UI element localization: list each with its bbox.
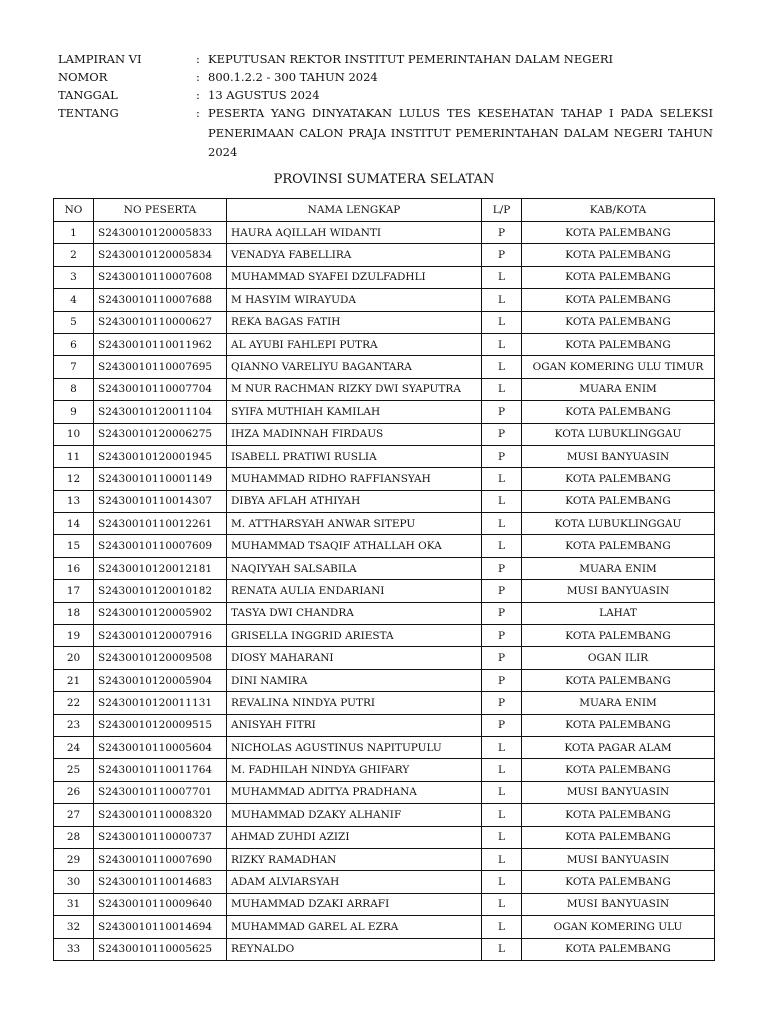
nomor-value: 800.1.2.2 - 300 TAHUN 2024 xyxy=(208,70,378,84)
cell-kab-kota: KOTA PALEMBANG xyxy=(522,490,715,512)
cell-no-peserta: S2430010120011131 xyxy=(94,692,227,714)
table-row xyxy=(54,669,715,691)
table-row xyxy=(54,289,715,311)
table-row xyxy=(54,222,715,244)
cell-nama: ISABELL PRATIWI RUSLIA xyxy=(227,445,482,467)
cell-nama: AHMAD ZUHDI AZIZI xyxy=(227,826,482,848)
cell-lp: P xyxy=(482,580,522,602)
cell-kab-kota: KOTA PAGAR ALAM xyxy=(522,736,715,758)
table-row xyxy=(54,848,715,870)
colon: : xyxy=(196,88,200,102)
cell-lp: P xyxy=(482,692,522,714)
cell-no: 21 xyxy=(54,669,94,691)
table-row xyxy=(54,625,715,647)
cell-nama: AL AYUBI FAHLEPI PUTRA xyxy=(227,333,482,355)
column-header-nama: NAMA LENGKAP xyxy=(227,199,482,222)
cell-no-peserta: S2430010110007690 xyxy=(94,848,227,870)
cell-lp: L xyxy=(482,513,522,535)
cell-kab-kota: KOTA PALEMBANG xyxy=(522,266,715,288)
cell-lp: L xyxy=(482,848,522,870)
column-header-no: NO xyxy=(54,199,94,222)
table-row xyxy=(54,826,715,848)
table-row xyxy=(54,714,715,736)
cell-no-peserta: S2430010110007695 xyxy=(94,356,227,378)
cell-kab-kota: MUSI BANYUASIN xyxy=(522,893,715,915)
header-row-nomor xyxy=(58,68,713,86)
cell-no-peserta: S2430010120010182 xyxy=(94,580,227,602)
header-row-tanggal xyxy=(58,86,713,104)
table-row xyxy=(54,311,715,333)
table-row xyxy=(54,378,715,400)
cell-no-peserta: S2430010110007609 xyxy=(94,535,227,557)
column-header-lp: L/P xyxy=(482,199,522,222)
cell-kab-kota: KOTA PALEMBANG xyxy=(522,222,715,244)
cell-no: 14 xyxy=(54,513,94,535)
cell-no: 6 xyxy=(54,333,94,355)
cell-no-peserta: S2430010110007688 xyxy=(94,289,227,311)
cell-no-peserta: S2430010110014683 xyxy=(94,871,227,893)
table-row xyxy=(54,781,715,803)
cell-lp: L xyxy=(482,535,522,557)
table-row xyxy=(54,938,715,960)
cell-lp: L xyxy=(482,333,522,355)
cell-no: 30 xyxy=(54,871,94,893)
cell-lp: L xyxy=(482,311,522,333)
cell-kab-kota: KOTA PALEMBANG xyxy=(522,714,715,736)
cell-no: 25 xyxy=(54,759,94,781)
cell-lp: L xyxy=(482,289,522,311)
cell-nama: M. FADHILAH NINDYA GHIFARY xyxy=(227,759,482,781)
cell-lp: P xyxy=(482,423,522,445)
cell-lp: L xyxy=(482,804,522,826)
cell-no: 29 xyxy=(54,848,94,870)
cell-no: 31 xyxy=(54,893,94,915)
cell-nama: REYNALDO xyxy=(227,938,482,960)
cell-lp: P xyxy=(482,625,522,647)
cell-no: 16 xyxy=(54,557,94,579)
cell-kab-kota: KOTA PALEMBANG xyxy=(522,311,715,333)
cell-no: 3 xyxy=(54,266,94,288)
cell-kab-kota: KOTA PALEMBANG xyxy=(522,826,715,848)
cell-nama: HAURA AQILLAH WIDANTI xyxy=(227,222,482,244)
nomor-label: NOMOR xyxy=(58,70,108,84)
cell-nama: ANISYAH FITRI xyxy=(227,714,482,736)
table-row xyxy=(54,557,715,579)
table-row xyxy=(54,401,715,423)
cell-nama: M NUR RACHMAN RIZKY DWI SYAPUTRA xyxy=(227,378,482,400)
cell-no-peserta: S2430010110007701 xyxy=(94,781,227,803)
cell-nama: QIANNO VARELIYU BAGANTARA xyxy=(227,356,482,378)
table-row xyxy=(54,356,715,378)
cell-kab-kota: KOTA PALEMBANG xyxy=(522,401,715,423)
table-row xyxy=(54,513,715,535)
cell-no-peserta: S2430010110008320 xyxy=(94,804,227,826)
cell-no: 15 xyxy=(54,535,94,557)
cell-kab-kota: KOTA PALEMBANG xyxy=(522,938,715,960)
cell-lp: P xyxy=(482,557,522,579)
cell-no: 20 xyxy=(54,647,94,669)
tanggal-value: 13 AGUSTUS 2024 xyxy=(208,88,320,102)
table-header-row xyxy=(54,199,715,222)
table-row xyxy=(54,535,715,557)
document-header xyxy=(58,50,713,163)
cell-no: 19 xyxy=(54,625,94,647)
table-row xyxy=(54,580,715,602)
cell-no: 12 xyxy=(54,468,94,490)
cell-no: 27 xyxy=(54,804,94,826)
cell-no-peserta: S2430010110014307 xyxy=(94,490,227,512)
cell-no-peserta: S2430010120005833 xyxy=(94,222,227,244)
cell-nama: REKA BAGAS FATIH xyxy=(227,311,482,333)
cell-no-peserta: S2430010120009515 xyxy=(94,714,227,736)
header-row-tentang xyxy=(58,104,713,163)
cell-lp: P xyxy=(482,602,522,624)
cell-lp: L xyxy=(482,468,522,490)
cell-kab-kota: KOTA PALEMBANG xyxy=(522,871,715,893)
cell-nama: RENATA AULIA ENDARIANI xyxy=(227,580,482,602)
table-row xyxy=(54,445,715,467)
province-title: PROVINSI SUMATERA SELATAN xyxy=(273,172,495,187)
cell-lp: P xyxy=(482,445,522,467)
cell-no-peserta: S2430010110012261 xyxy=(94,513,227,535)
cell-kab-kota: MUARA ENIM xyxy=(522,692,715,714)
colon: : xyxy=(196,106,200,120)
header-row-lampiran xyxy=(58,50,713,68)
cell-no-peserta: S2430010110007608 xyxy=(94,266,227,288)
cell-nama: MUHAMMAD GAREL AL EZRA xyxy=(227,916,482,938)
cell-no: 11 xyxy=(54,445,94,467)
cell-kab-kota: KOTA PALEMBANG xyxy=(522,759,715,781)
cell-no: 18 xyxy=(54,602,94,624)
cell-no-peserta: S2430010120009508 xyxy=(94,647,227,669)
lampiran-label: LAMPIRAN VI xyxy=(58,52,142,66)
table-row xyxy=(54,916,715,938)
cell-kab-kota: KOTA PALEMBANG xyxy=(522,289,715,311)
cell-kab-kota: OGAN ILIR xyxy=(522,647,715,669)
table-row xyxy=(54,468,715,490)
cell-lp: L xyxy=(482,490,522,512)
cell-kab-kota: KOTA LUBUKLINGGAU xyxy=(522,423,715,445)
cell-lp: L xyxy=(482,938,522,960)
cell-no-peserta: S2430010120005902 xyxy=(94,602,227,624)
cell-no-peserta: S2430010120011104 xyxy=(94,401,227,423)
cell-nama: DINI NAMIRA xyxy=(227,669,482,691)
cell-lp: L xyxy=(482,893,522,915)
cell-kab-kota: KOTA PALEMBANG xyxy=(522,669,715,691)
cell-kab-kota: MUSI BANYUASIN xyxy=(522,580,715,602)
table-row xyxy=(54,759,715,781)
cell-lp: P xyxy=(482,714,522,736)
cell-kab-kota: MUSI BANYUASIN xyxy=(522,445,715,467)
cell-no-peserta: S2430010120012181 xyxy=(94,557,227,579)
cell-lp: P xyxy=(482,244,522,266)
cell-no-peserta: S2430010110011764 xyxy=(94,759,227,781)
cell-no-peserta: S2430010110001149 xyxy=(94,468,227,490)
cell-nama: DIOSY MAHARANI xyxy=(227,647,482,669)
cell-no-peserta: S2430010110000737 xyxy=(94,826,227,848)
cell-kab-kota: KOTA PALEMBANG xyxy=(522,625,715,647)
cell-lp: L xyxy=(482,356,522,378)
cell-nama: MUHAMMAD RIDHO RAFFIANSYAH xyxy=(227,468,482,490)
cell-nama: TASYA DWI CHANDRA xyxy=(227,602,482,624)
tentang-label: TENTANG xyxy=(58,106,119,120)
cell-lp: L xyxy=(482,916,522,938)
cell-no: 23 xyxy=(54,714,94,736)
cell-lp: P xyxy=(482,222,522,244)
cell-no-peserta: S2430010120006275 xyxy=(94,423,227,445)
cell-nama: VENADYA FABELLIRA xyxy=(227,244,482,266)
cell-nama: NAQIYYAH SALSABILA xyxy=(227,557,482,579)
cell-lp: L xyxy=(482,781,522,803)
table-row xyxy=(54,692,715,714)
cell-no: 8 xyxy=(54,378,94,400)
cell-no: 5 xyxy=(54,311,94,333)
table-row xyxy=(54,804,715,826)
cell-kab-kota: KOTA PALEMBANG xyxy=(522,468,715,490)
cell-nama: NICHOLAS AGUSTINUS NAPITUPULU xyxy=(227,736,482,758)
cell-no: 4 xyxy=(54,289,94,311)
cell-nama: SYIFA MUTHIAH KAMILAH xyxy=(227,401,482,423)
cell-no-peserta: S2430010110000627 xyxy=(94,311,227,333)
tentang-value: PESERTA YANG DINYATAKAN LULUS TES KESEHATAN TAHAP I PADA SELEKSI PENERIMAAN CALON PRAJA INSTITUT PEMERINTAHAN DALAM NEGERI TAHUN 2024 xyxy=(208,106,713,159)
table-row xyxy=(54,333,715,355)
cell-nama: GRISELLA INGGRID ARIESTA xyxy=(227,625,482,647)
table-row xyxy=(54,602,715,624)
lampiran-value: KEPUTUSAN REKTOR INSTITUT PEMERINTAHAN DALAM NEGERI xyxy=(208,52,614,66)
table-row xyxy=(54,871,715,893)
table-row xyxy=(54,490,715,512)
cell-kab-kota: KOTA LUBUKLINGGAU xyxy=(522,513,715,535)
cell-lp: P xyxy=(482,401,522,423)
cell-no-peserta: S2430010110007704 xyxy=(94,378,227,400)
table-row xyxy=(54,736,715,758)
cell-no: 28 xyxy=(54,826,94,848)
cell-nama: MUHAMMAD DZAKY ALHANIF xyxy=(227,804,482,826)
cell-nama: RIZKY RAMADHAN xyxy=(227,848,482,870)
cell-no-peserta: S2430010120007916 xyxy=(94,625,227,647)
cell-kab-kota: KOTA PALEMBANG xyxy=(522,804,715,826)
cell-no: 24 xyxy=(54,736,94,758)
colon: : xyxy=(196,52,200,66)
cell-kab-kota: KOTA PALEMBANG xyxy=(522,244,715,266)
cell-lp: L xyxy=(482,871,522,893)
column-header-kab-kota: KAB/KOTA xyxy=(522,199,715,222)
cell-nama: M. ATTHARSYAH ANWAR SITEPU xyxy=(227,513,482,535)
cell-no: 10 xyxy=(54,423,94,445)
cell-nama: ADAM ALVIARSYAH xyxy=(227,871,482,893)
cell-kab-kota: OGAN KOMERING ULU xyxy=(522,916,715,938)
table-row xyxy=(54,893,715,915)
cell-no: 33 xyxy=(54,938,94,960)
cell-kab-kota: MUSI BANYUASIN xyxy=(522,781,715,803)
cell-no-peserta: S2430010110011962 xyxy=(94,333,227,355)
cell-nama: M HASYIM WIRAYUDA xyxy=(227,289,482,311)
table-row xyxy=(54,423,715,445)
cell-nama: MUHAMMAD TSAQIF ATHALLAH OKA xyxy=(227,535,482,557)
cell-lp: L xyxy=(482,736,522,758)
cell-nama: MUHAMMAD SYAFEI DZULFADHLI xyxy=(227,266,482,288)
table-row xyxy=(54,647,715,669)
cell-lp: L xyxy=(482,378,522,400)
table-body xyxy=(54,222,715,961)
cell-kab-kota: MUARA ENIM xyxy=(522,378,715,400)
cell-no-peserta: S2430010120001945 xyxy=(94,445,227,467)
cell-no-peserta: S2430010120005904 xyxy=(94,669,227,691)
cell-no: 22 xyxy=(54,692,94,714)
participant-table xyxy=(53,198,715,961)
cell-kab-kota: KOTA PALEMBANG xyxy=(522,535,715,557)
cell-no: 26 xyxy=(54,781,94,803)
cell-no-peserta: S2430010110005604 xyxy=(94,736,227,758)
column-header-no-peserta: NO PESERTA xyxy=(94,199,227,222)
cell-nama: IHZA MADINNAH FIRDAUS xyxy=(227,423,482,445)
tanggal-label: TANGGAL xyxy=(58,88,118,102)
colon: : xyxy=(196,70,200,84)
cell-no: 2 xyxy=(54,244,94,266)
cell-no: 7 xyxy=(54,356,94,378)
cell-kab-kota: OGAN KOMERING ULU TIMUR xyxy=(522,356,715,378)
cell-lp: P xyxy=(482,647,522,669)
cell-lp: P xyxy=(482,669,522,691)
cell-nama: REVALINA NINDYA PUTRI xyxy=(227,692,482,714)
cell-kab-kota: LAHAT xyxy=(522,602,715,624)
cell-no-peserta: S2430010110014694 xyxy=(94,916,227,938)
cell-lp: L xyxy=(482,759,522,781)
cell-no-peserta: S2430010120005834 xyxy=(94,244,227,266)
cell-no: 17 xyxy=(54,580,94,602)
cell-nama: DIBYA AFLAH ATHIYAH xyxy=(227,490,482,512)
cell-kab-kota: MUSI BANYUASIN xyxy=(522,848,715,870)
cell-no-peserta: S2430010110005625 xyxy=(94,938,227,960)
table-row xyxy=(54,266,715,288)
cell-kab-kota: MUARA ENIM xyxy=(522,557,715,579)
cell-nama: MUHAMMAD ADITYA PRADHANA xyxy=(227,781,482,803)
cell-kab-kota: KOTA PALEMBANG xyxy=(522,333,715,355)
cell-no: 9 xyxy=(54,401,94,423)
cell-no-peserta: S2430010110009640 xyxy=(94,893,227,915)
cell-no: 13 xyxy=(54,490,94,512)
cell-no: 32 xyxy=(54,916,94,938)
cell-nama: MUHAMMAD DZAKI ARRAFI xyxy=(227,893,482,915)
cell-lp: L xyxy=(482,826,522,848)
table-row xyxy=(54,244,715,266)
cell-lp: L xyxy=(482,266,522,288)
cell-no: 1 xyxy=(54,222,94,244)
